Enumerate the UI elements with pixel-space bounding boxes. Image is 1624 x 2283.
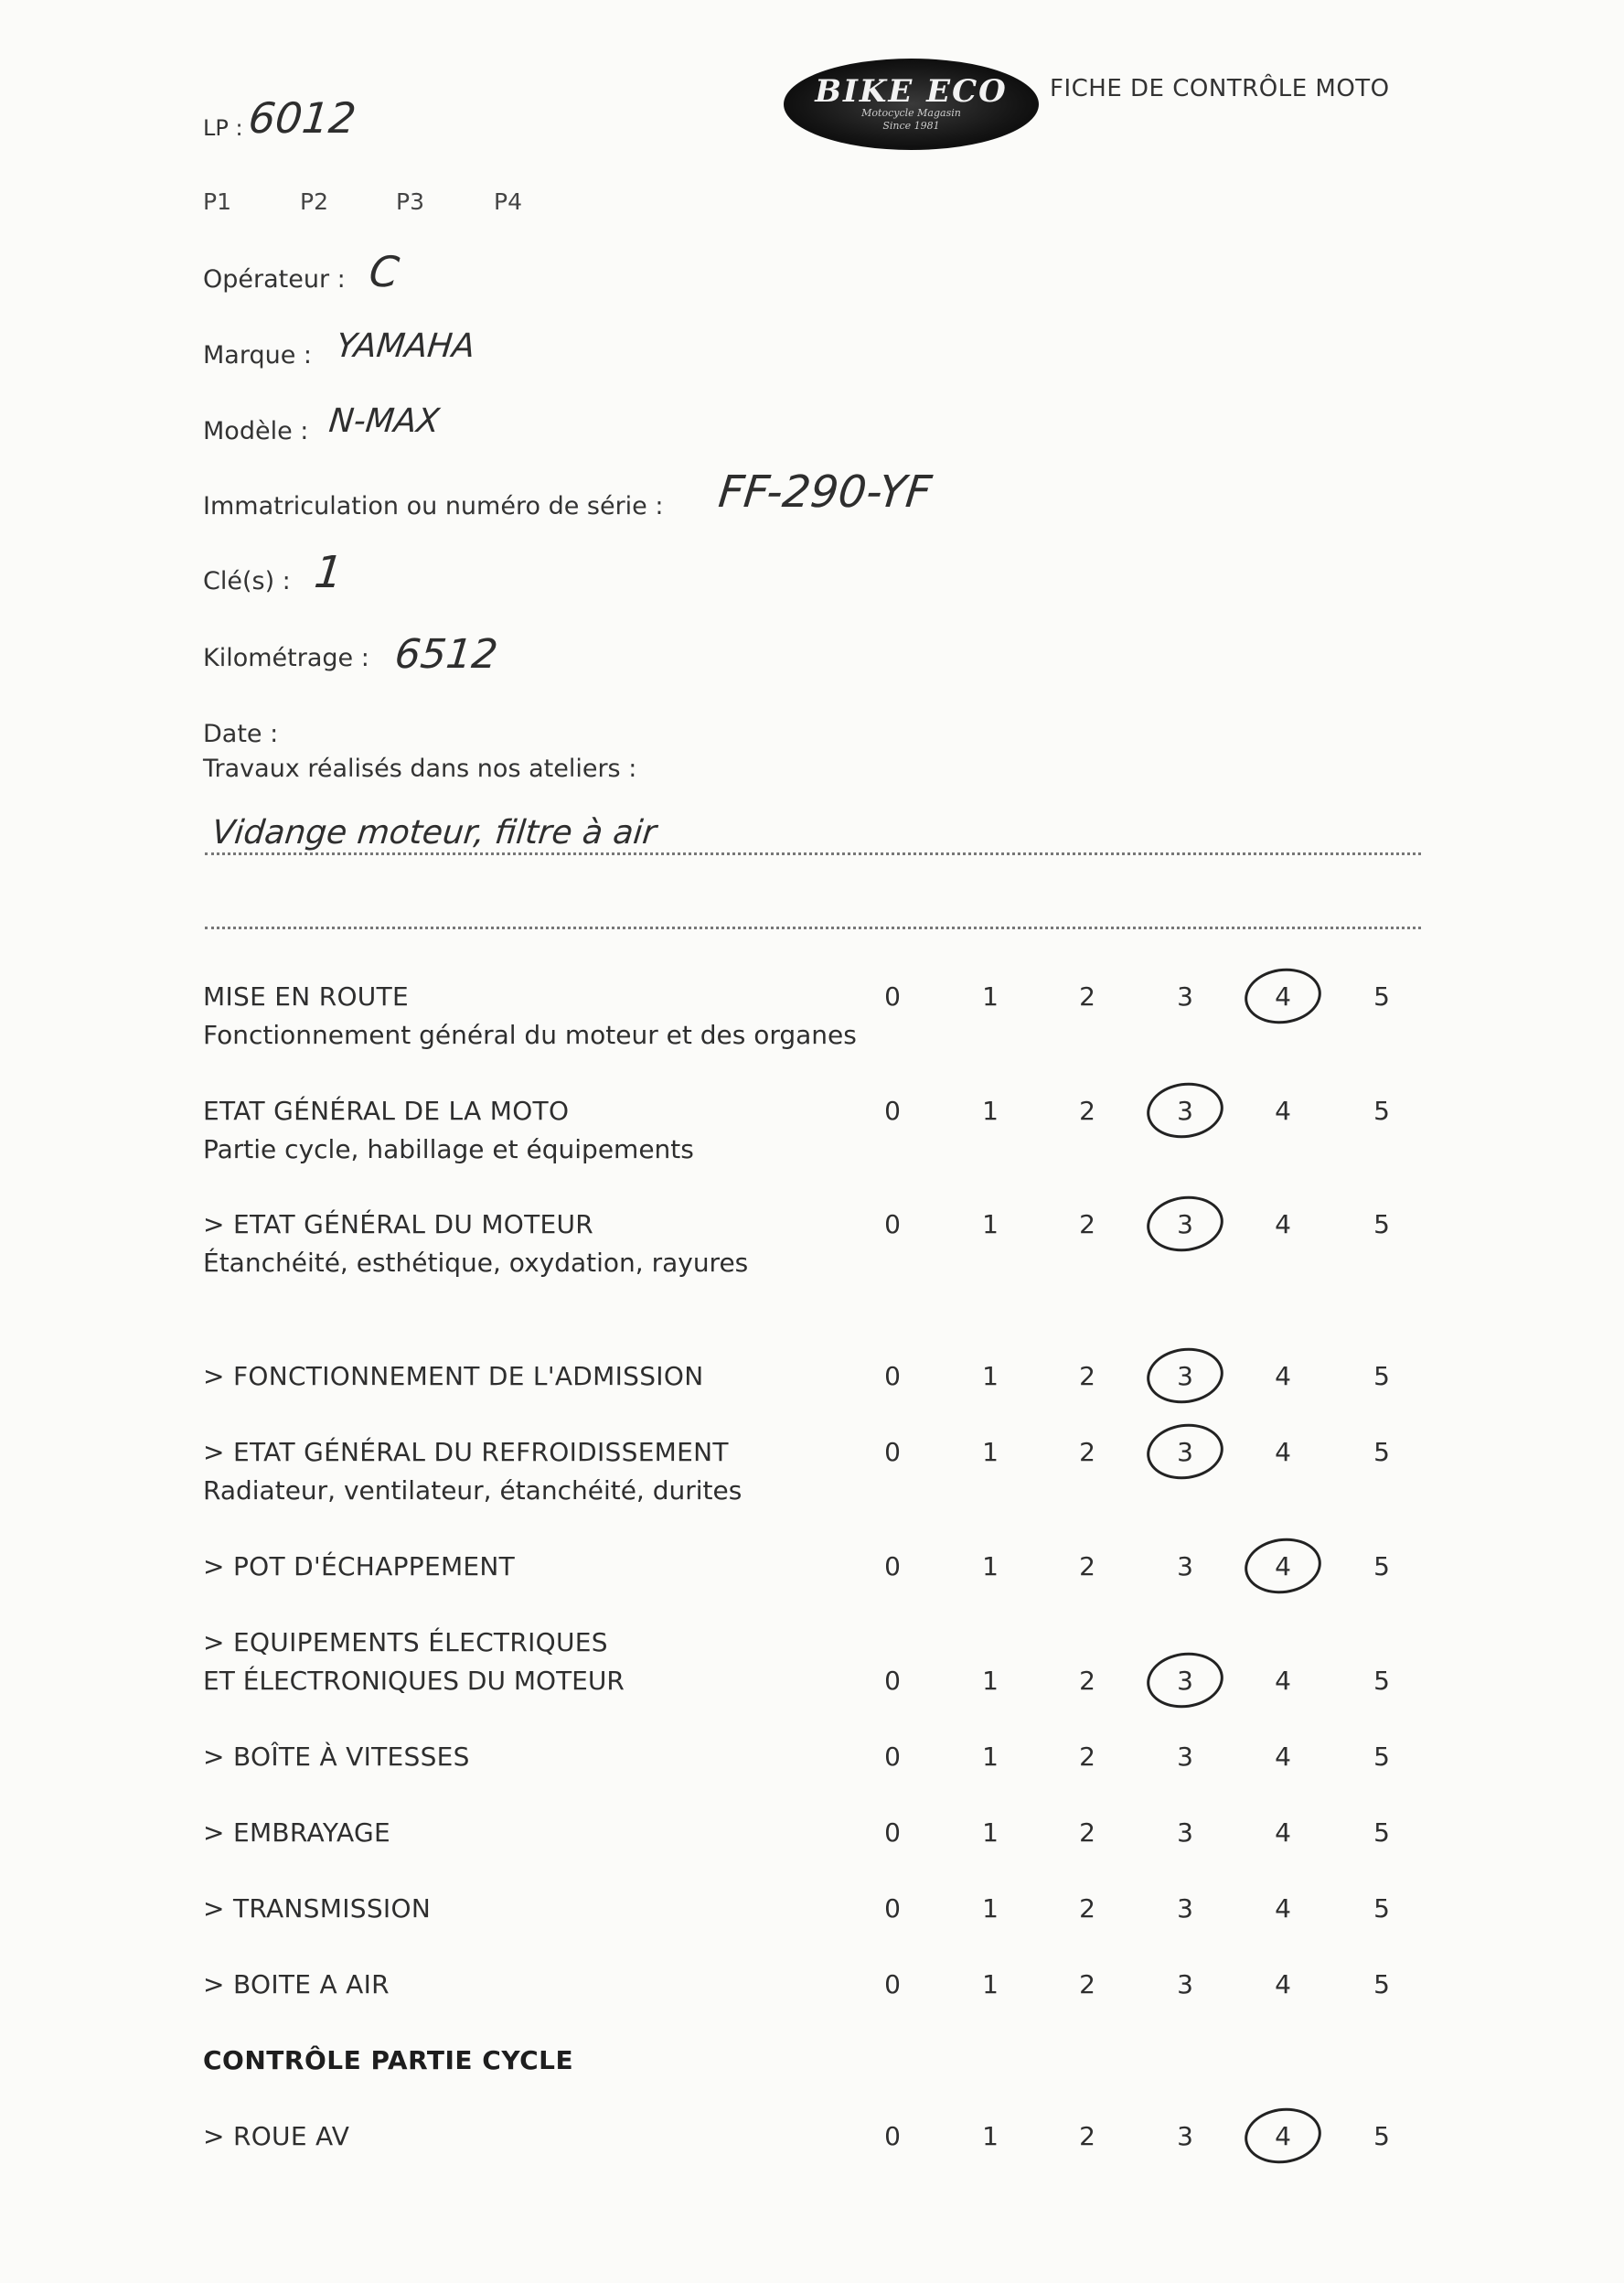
rating-score-3[interactable]: 3 bbox=[1177, 1969, 1193, 1999]
rating-score-2[interactable]: 2 bbox=[1079, 1666, 1095, 1696]
rating-title: > ETAT GÉNÉRAL DU MOTEUR bbox=[203, 1209, 594, 1239]
rating-selected-circle bbox=[1143, 1343, 1227, 1408]
rating-score-0[interactable]: 0 bbox=[884, 1096, 901, 1126]
logo-subtitle-1: Motocycle Magasin bbox=[861, 106, 961, 119]
rating-title: > POT D'ÉCHAPPEMENT bbox=[203, 1551, 516, 1581]
logo-brand: BIKE ECO bbox=[815, 72, 1008, 110]
immatriculation-label: Immatriculation ou numéro de série : bbox=[203, 492, 664, 520]
rating-score-4[interactable]: 4 bbox=[1275, 1742, 1291, 1772]
rating-score-3[interactable]: 3 bbox=[1177, 1361, 1193, 1391]
cycle-rating-score-3[interactable]: 3 bbox=[1177, 2121, 1193, 2151]
rating-score-5[interactable]: 5 bbox=[1373, 1742, 1390, 1772]
rating-score-5[interactable]: 5 bbox=[1373, 1551, 1390, 1581]
sheet-title: FICHE DE CONTRÔLE MOTO bbox=[1050, 75, 1390, 102]
rating-score-1[interactable]: 1 bbox=[982, 1817, 999, 1848]
cycle-rating-title: > ROUE AV bbox=[203, 2121, 350, 2151]
rating-score-4[interactable]: 4 bbox=[1275, 1969, 1291, 1999]
rating-score-5[interactable]: 5 bbox=[1373, 1817, 1390, 1848]
lp-value[interactable]: 6012 bbox=[246, 93, 358, 143]
rating-score-3[interactable]: 3 bbox=[1177, 981, 1193, 1012]
rating-score-4[interactable]: 4 bbox=[1275, 1361, 1291, 1391]
cycle-rating-score-0[interactable]: 0 bbox=[884, 2121, 901, 2151]
rating-score-3[interactable]: 3 bbox=[1177, 1817, 1193, 1848]
cycle-rating-selected-circle bbox=[1241, 2103, 1325, 2168]
rating-selected-circle bbox=[1143, 1647, 1227, 1712]
rating-score-2[interactable]: 2 bbox=[1079, 981, 1095, 1012]
rating-score-0[interactable]: 0 bbox=[884, 1209, 901, 1239]
rating-score-5[interactable]: 5 bbox=[1373, 1666, 1390, 1696]
rating-score-1[interactable]: 1 bbox=[982, 1361, 999, 1391]
operateur-label: Opérateur : bbox=[203, 265, 346, 294]
rating-score-0[interactable]: 0 bbox=[884, 1551, 901, 1581]
rating-score-1[interactable]: 1 bbox=[982, 1551, 999, 1581]
rating-score-2[interactable]: 2 bbox=[1079, 1893, 1095, 1924]
rating-score-1[interactable]: 1 bbox=[982, 1969, 999, 1999]
position-p2[interactable]: P2 bbox=[300, 188, 328, 215]
position-p1[interactable]: P1 bbox=[203, 188, 231, 215]
kilometrage-value[interactable]: 6512 bbox=[392, 631, 500, 678]
cles-value[interactable]: 1 bbox=[312, 547, 346, 598]
marque-value[interactable]: YAMAHA bbox=[334, 327, 477, 365]
rating-score-4[interactable]: 4 bbox=[1275, 1893, 1291, 1924]
rating-selected-circle bbox=[1143, 1191, 1227, 1256]
rating-score-3[interactable]: 3 bbox=[1177, 1742, 1193, 1772]
rating-score-2[interactable]: 2 bbox=[1079, 1551, 1095, 1581]
cles-label: Clé(s) : bbox=[203, 567, 291, 595]
lp-label: LP : bbox=[203, 115, 243, 141]
rating-title: > BOITE A AIR bbox=[203, 1969, 390, 1999]
rating-score-1[interactable]: 1 bbox=[982, 1096, 999, 1126]
rating-title: ETAT GÉNÉRAL DE LA MOTO bbox=[203, 1096, 570, 1126]
rating-score-5[interactable]: 5 bbox=[1373, 1893, 1390, 1924]
rating-selected-circle bbox=[1241, 1533, 1325, 1598]
rating-title: > BOÎTE À VITESSES bbox=[203, 1742, 470, 1772]
rating-score-1[interactable]: 1 bbox=[982, 1209, 999, 1239]
rating-score-2[interactable]: 2 bbox=[1079, 1437, 1095, 1467]
rating-score-3[interactable]: 3 bbox=[1177, 1666, 1193, 1696]
rating-score-3[interactable]: 3 bbox=[1177, 1551, 1193, 1581]
cycle-rating-score-5[interactable]: 5 bbox=[1373, 2121, 1390, 2151]
rating-score-1[interactable]: 1 bbox=[982, 1666, 999, 1696]
logo-subtitle-2: Since 1981 bbox=[882, 120, 940, 132]
cycle-rating-score-1[interactable]: 1 bbox=[982, 2121, 999, 2151]
rating-score-2[interactable]: 2 bbox=[1079, 1742, 1095, 1772]
rating-subtitle: ET ÉLECTRONIQUES DU MOTEUR bbox=[203, 1666, 625, 1696]
rating-score-4[interactable]: 4 bbox=[1275, 1551, 1291, 1581]
rating-score-0[interactable]: 0 bbox=[884, 1969, 901, 1999]
rating-title: > TRANSMISSION bbox=[203, 1893, 432, 1924]
travaux-line-1 bbox=[205, 852, 1421, 855]
rating-title: > FONCTIONNEMENT DE L'ADMISSION bbox=[203, 1361, 704, 1391]
rating-score-2[interactable]: 2 bbox=[1079, 1969, 1095, 1999]
rating-score-5[interactable]: 5 bbox=[1373, 1969, 1390, 1999]
rating-score-0[interactable]: 0 bbox=[884, 1437, 901, 1467]
rating-score-1[interactable]: 1 bbox=[982, 1893, 999, 1924]
rating-score-5[interactable]: 5 bbox=[1373, 1209, 1390, 1239]
rating-score-5[interactable]: 5 bbox=[1373, 1437, 1390, 1467]
date-label: Date : bbox=[203, 720, 279, 748]
travaux-value[interactable]: Vidange moteur, filtre à air bbox=[209, 814, 658, 852]
bike-eco-logo bbox=[784, 59, 1039, 150]
rating-score-0[interactable]: 0 bbox=[884, 1742, 901, 1772]
rating-score-5[interactable]: 5 bbox=[1373, 981, 1390, 1012]
immatriculation-value[interactable]: FF-290-YF bbox=[716, 466, 935, 518]
rating-score-4[interactable]: 4 bbox=[1275, 1437, 1291, 1467]
rating-score-0[interactable]: 0 bbox=[884, 981, 901, 1012]
modele-label: Modèle : bbox=[203, 417, 309, 445]
rating-title: > EQUIPEMENTS ÉLECTRIQUES bbox=[203, 1627, 608, 1657]
rating-selected-circle bbox=[1143, 1419, 1227, 1484]
rating-score-2[interactable]: 2 bbox=[1079, 1209, 1095, 1239]
rating-title: MISE EN ROUTE bbox=[203, 981, 410, 1012]
rating-selected-circle bbox=[1241, 963, 1325, 1028]
rating-score-2[interactable]: 2 bbox=[1079, 1361, 1095, 1391]
position-p3[interactable]: P3 bbox=[396, 188, 424, 215]
rating-score-4[interactable]: 4 bbox=[1275, 1209, 1291, 1239]
rating-score-2[interactable]: 2 bbox=[1079, 1096, 1095, 1126]
operateur-value[interactable]: C bbox=[367, 247, 401, 296]
position-p4[interactable]: P4 bbox=[494, 188, 522, 215]
rating-selected-circle bbox=[1143, 1077, 1227, 1142]
cycle-rating-score-4[interactable]: 4 bbox=[1275, 2121, 1291, 2151]
travaux-label: Travaux réalisés dans nos ateliers : bbox=[203, 755, 637, 783]
rating-score-4[interactable]: 4 bbox=[1275, 981, 1291, 1012]
rating-score-0[interactable]: 0 bbox=[884, 1666, 901, 1696]
rating-score-3[interactable]: 3 bbox=[1177, 1209, 1193, 1239]
rating-score-0[interactable]: 0 bbox=[884, 1817, 901, 1848]
rating-score-0[interactable]: 0 bbox=[884, 1893, 901, 1924]
rating-score-3[interactable]: 3 bbox=[1177, 1096, 1193, 1126]
rating-score-5[interactable]: 5 bbox=[1373, 1361, 1390, 1391]
rating-score-1[interactable]: 1 bbox=[982, 1437, 999, 1467]
rating-score-3[interactable]: 3 bbox=[1177, 1893, 1193, 1924]
rating-subtitle: Étanchéité, esthétique, oxydation, rayures bbox=[203, 1248, 749, 1278]
rating-subtitle: Radiateur, ventilateur, étanchéité, durites bbox=[203, 1475, 743, 1506]
modele-value[interactable]: N-MAX bbox=[326, 402, 442, 440]
rating-score-4[interactable]: 4 bbox=[1275, 1666, 1291, 1696]
rating-subtitle: Fonctionnement général du moteur et des organes bbox=[203, 1020, 857, 1050]
cycle-rating-score-2[interactable]: 2 bbox=[1079, 2121, 1095, 2151]
rating-score-1[interactable]: 1 bbox=[982, 981, 999, 1012]
rating-score-1[interactable]: 1 bbox=[982, 1742, 999, 1772]
rating-score-0[interactable]: 0 bbox=[884, 1361, 901, 1391]
rating-score-3[interactable]: 3 bbox=[1177, 1437, 1193, 1467]
rating-title: > EMBRAYAGE bbox=[203, 1817, 391, 1848]
rating-title: > ETAT GÉNÉRAL DU REFROIDISSEMENT bbox=[203, 1437, 729, 1467]
rating-score-4[interactable]: 4 bbox=[1275, 1096, 1291, 1126]
marque-label: Marque : bbox=[203, 341, 313, 370]
rating-score-5[interactable]: 5 bbox=[1373, 1096, 1390, 1126]
section-cycle-title: CONTRÔLE PARTIE CYCLE bbox=[203, 2045, 574, 2075]
travaux-line-2 bbox=[205, 927, 1421, 929]
rating-score-2[interactable]: 2 bbox=[1079, 1817, 1095, 1848]
rating-score-4[interactable]: 4 bbox=[1275, 1817, 1291, 1848]
kilometrage-label: Kilométrage : bbox=[203, 644, 369, 672]
rating-subtitle: Partie cycle, habillage et équipements bbox=[203, 1134, 694, 1164]
